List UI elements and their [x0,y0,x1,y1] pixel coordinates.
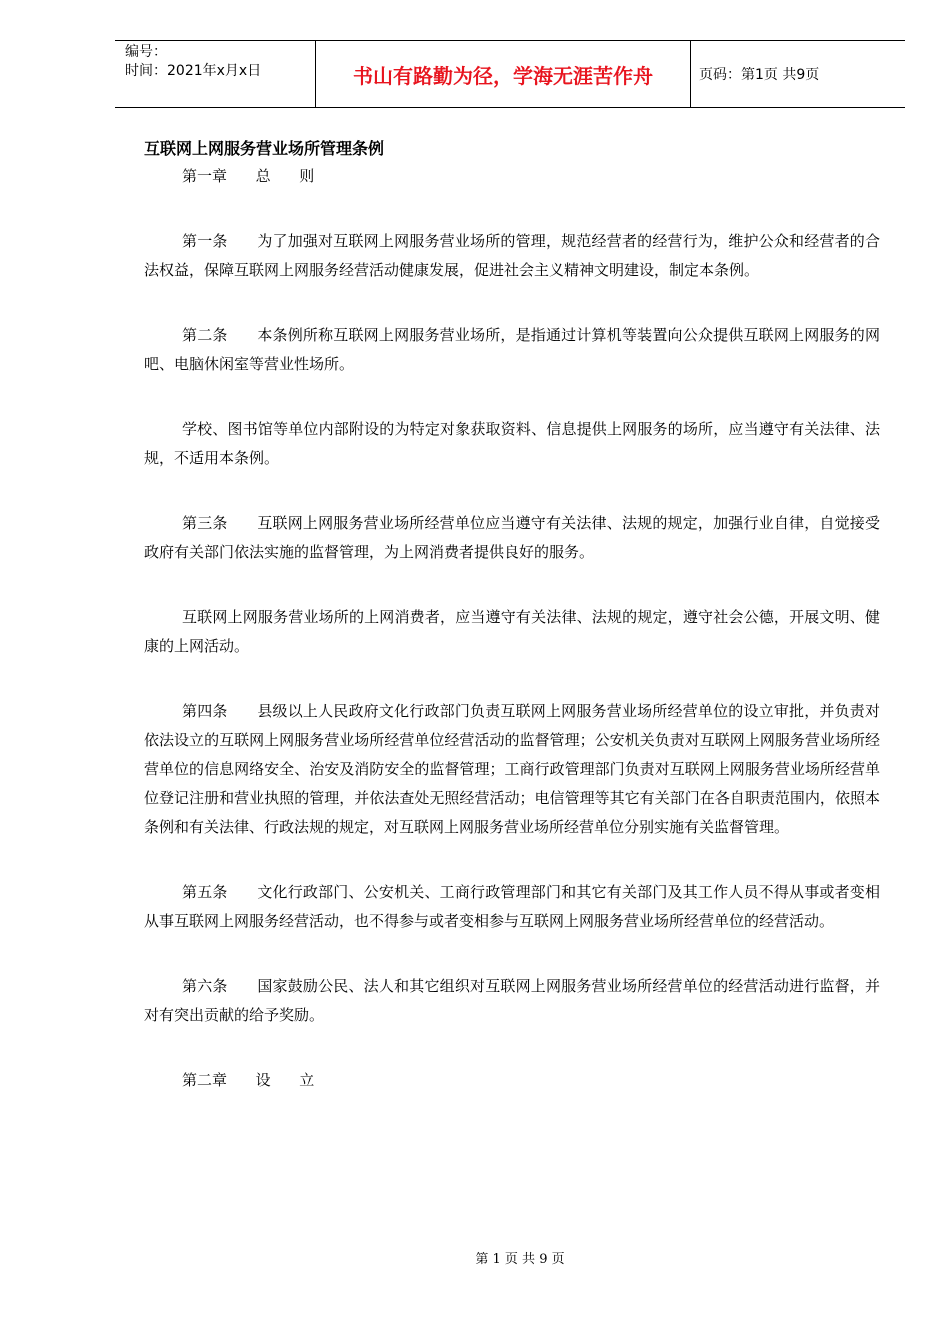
article-text: 互联网上网服务营业场所经营单位应当遵守有关法律、法规的规定，加强行业自律，自觉接受政府有关部门依法实施的监督管理，为上网消费者提供良好的服务。 [144,514,881,561]
article-paragraph [144,972,880,1030]
article-text: 国家鼓励公民、法人和其它组织对互联网上网服务营业场所经营单位的经营活动进行监督，并对有突出贡献的给予奖励。 [144,977,881,1024]
chapter-heading: 第一章 总 则 [182,167,315,185]
article-label: 第五条 [182,883,258,901]
document-body [144,136,880,1095]
article-paragraph [144,697,880,842]
spacer [144,1030,880,1066]
spacer [144,191,880,227]
page-header [115,40,905,108]
page-footer: 第 1 页 共 9 页 [475,1252,565,1267]
article-text: 县级以上人民政府文化行政部门负责互联网上网服务营业场所经营单位的设立审批，并负责对依法设立的互联网上网服务营业场所经营单位经营活动的监督管理；公安机关负责对互联网上网服务营业场所经营单位的信息网络安全、治安及消防安全的监督管理；工商行政管理部门负责对互联网上网服务营业场所经营单位登记注册和营业执照的管理，并依法查处无照经营活动；电信管理等其它有关部门在各自职责范围内，依照本条例和有关法律、行政法规的规定，对互联网上网服务营业场所经营单位分别实施有关监督管理。 [144,702,881,836]
header-meta [125,43,315,81]
article-label: 第二条 [182,326,258,344]
spacer [144,567,880,603]
document-title: 互联网上网服务营业场所管理条例 [144,139,385,158]
header-motto: 书山有路勤为径，学海无涯苦作舟 [315,41,691,107]
article-text: 文化行政部门、公安机关、工商行政管理部门和其它有关部门及其工作人员不得从事或者变相从事互联网上网服务经营活动，也不得参与或者变相参与互联网上网服务营业场所经营单位的经营活动。 [144,883,881,930]
article-paragraph [144,509,880,567]
article-paragraph [144,321,880,379]
spacer [144,842,880,878]
article-paragraph [144,227,880,285]
chapter-heading: 第二章 设 立 [182,1071,315,1089]
article-paragraph [144,878,880,936]
article-label: 第四条 [182,702,258,720]
spacer [144,936,880,972]
article-text: 本条例所称互联网上网服务营业场所，是指通过计算机等装置向公众提供互联网上网服务的网吧、电脑休闲室等营业性场所。 [144,326,881,373]
serial-number-label: 编号： [125,44,167,60]
article-label: 第三条 [182,514,258,532]
article-text: 为了加强对互联网上网服务营业场所的管理，规范经营者的经营行为，维护公众和经营者的合法权益，保障互联网上网服务经营活动健康发展，促进社会主义精神文明建设，制定本条例。 [144,232,881,279]
article-paragraph: 学校、图书馆等单位内部附设的为特定对象获取资料、信息提供上网服务的场所，应当遵守有关法律、法规，不适用本条例。 [144,420,880,467]
spacer [144,285,880,321]
spacer [144,473,880,509]
date-label: 时间：2021年x月x日 [125,63,262,79]
article-label: 第一条 [182,232,258,250]
header-page-info: 页码：第1页 共9页 [699,67,820,83]
article-paragraph: 互联网上网服务营业场所的上网消费者，应当遵守有关法律、法规的规定，遵守社会公德，开展文明、健康的上网活动。 [144,608,880,655]
article-label: 第六条 [182,977,258,995]
spacer [144,379,880,415]
spacer [144,661,880,697]
